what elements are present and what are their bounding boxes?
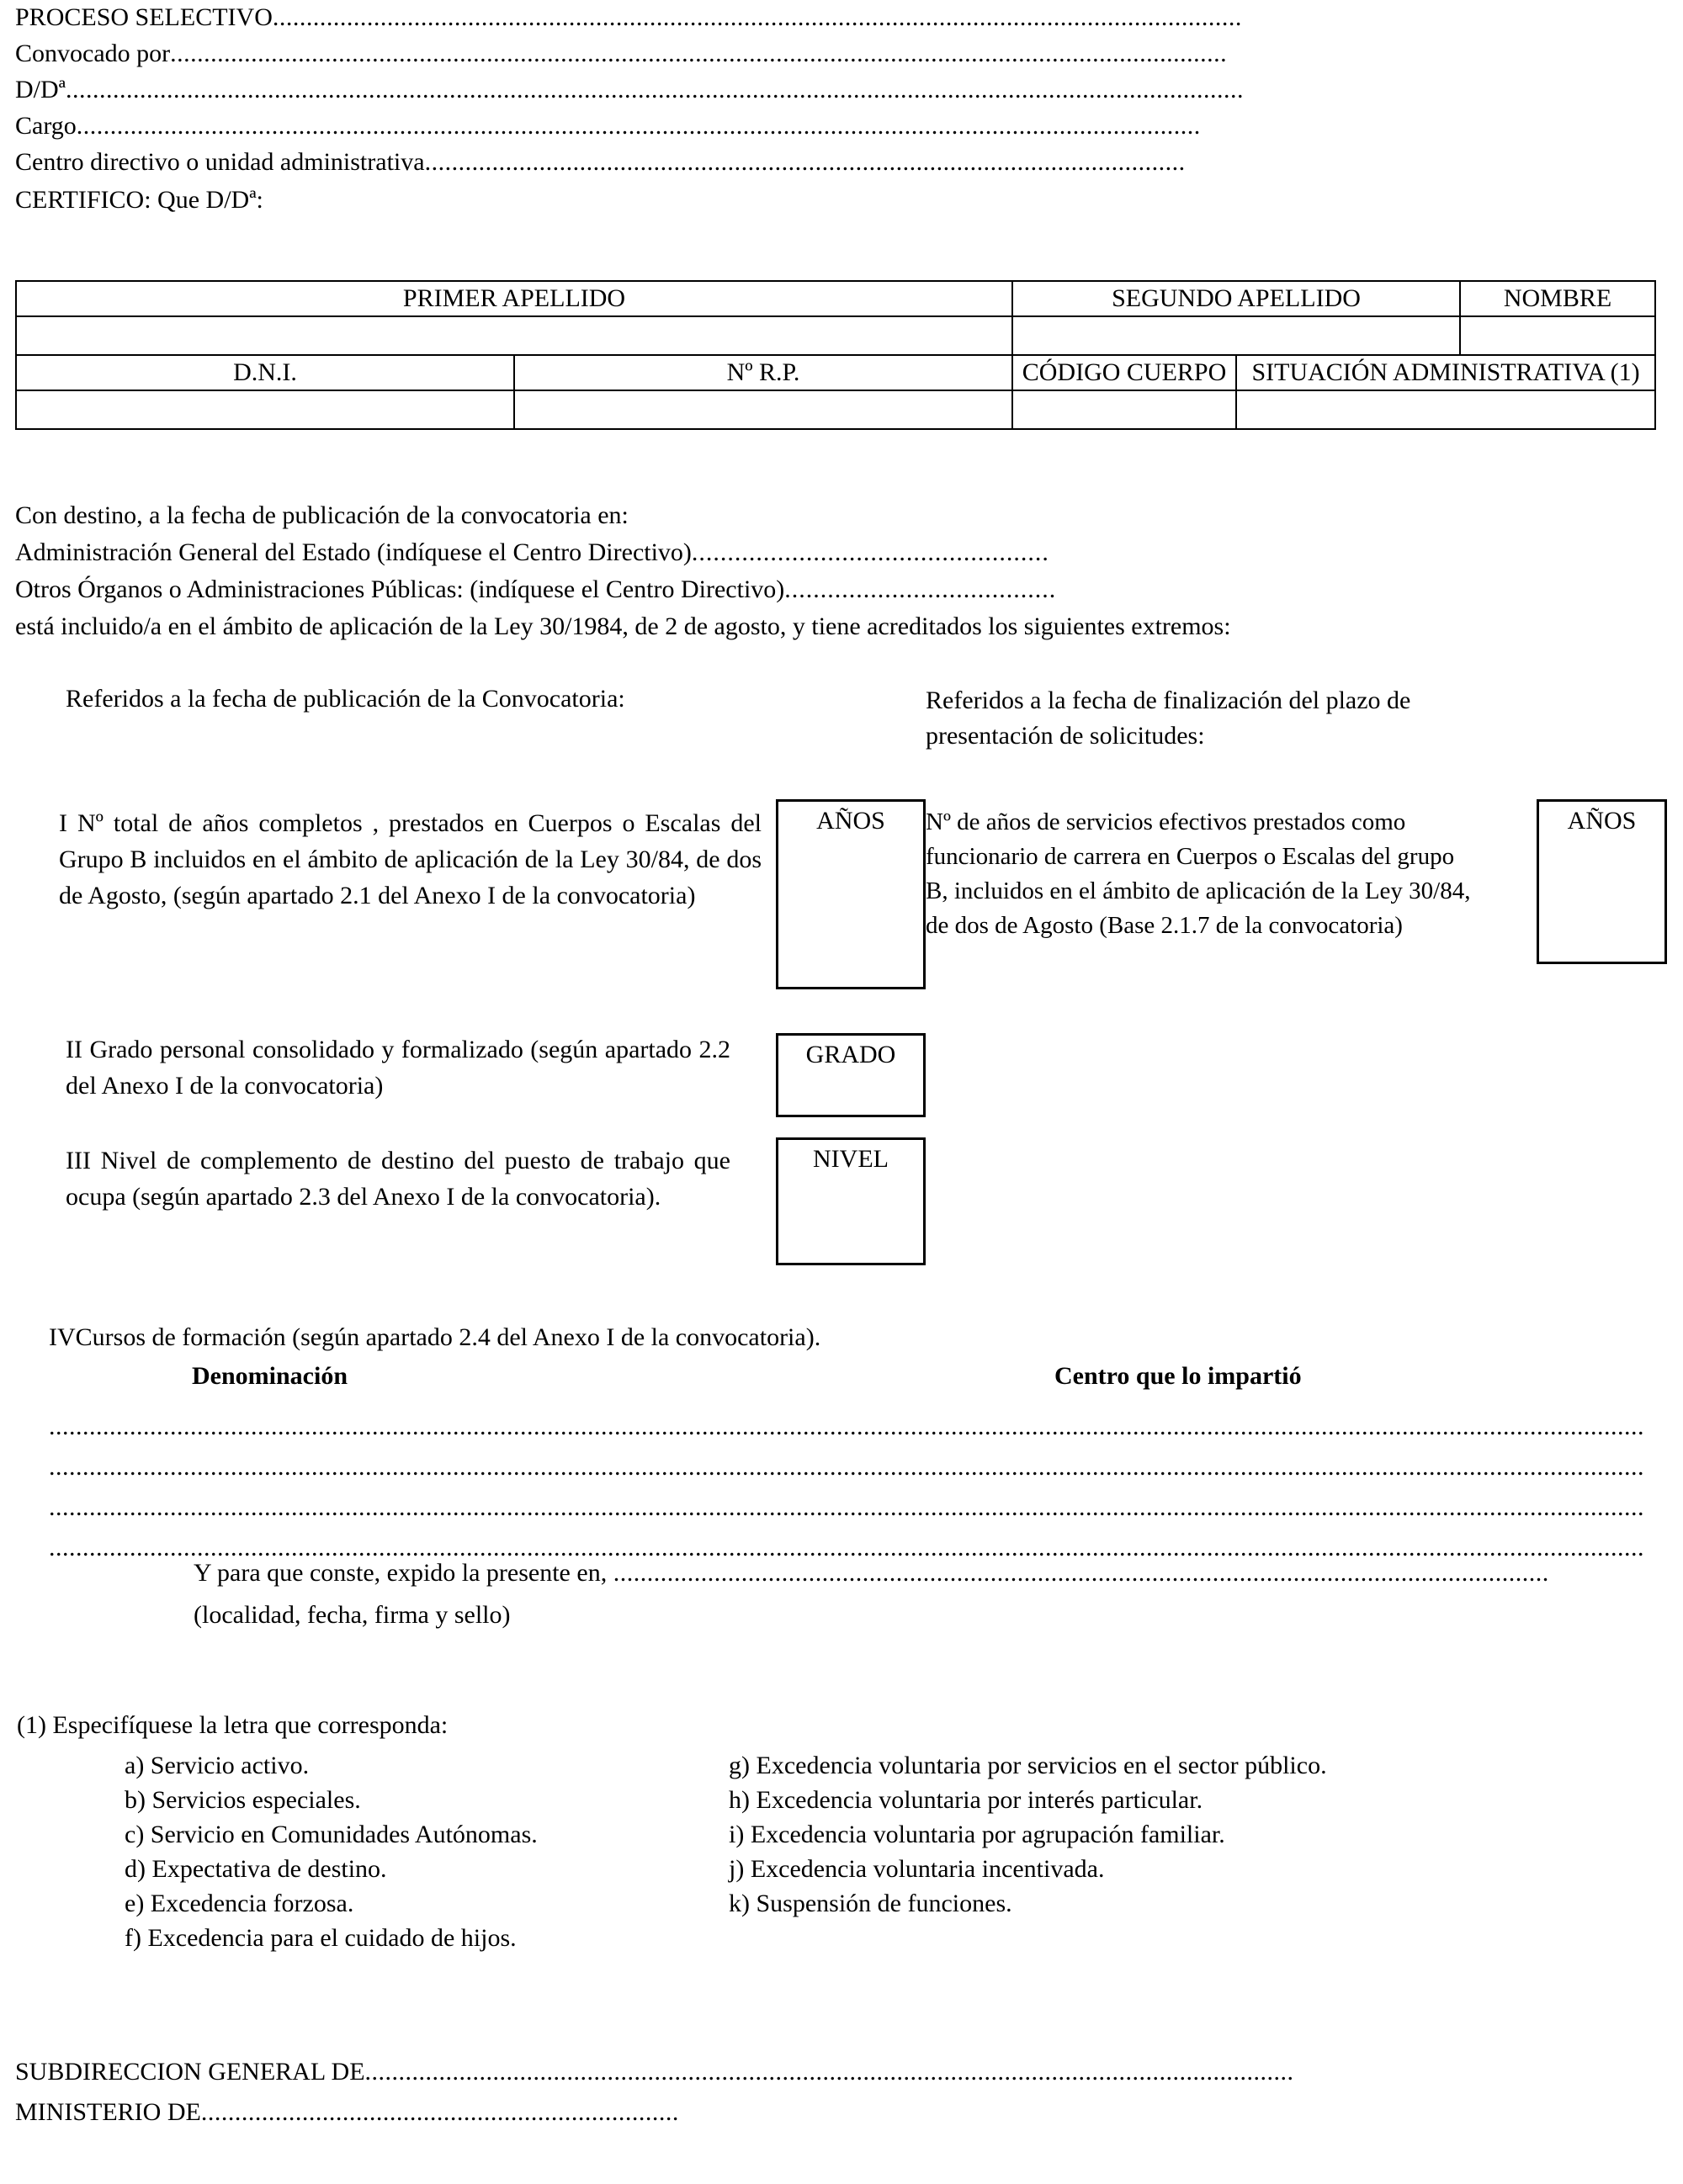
identity-table: [15, 280, 1656, 430]
cell-codigo-cuerpo-header: CÓDIGO CUERPO: [1012, 355, 1236, 390]
field-label: PROCESO SELECTIVO: [15, 3, 273, 31]
destino-incluido-text: está incluido/a en el ámbito de aplicación de la Ley 30/1984, de 2 de agosto, y tiene acreditados los siguientes extremos:: [15, 612, 1231, 640]
field-label: Centro directivo o unidad administrativa: [15, 148, 425, 176]
dotted-fill[interactable]: .......................................................................: [200, 2100, 679, 2125]
closing-label: Y para que conste, expido la presente en,: [194, 1559, 608, 1587]
footer-label: MINISTERIO DE: [15, 2098, 201, 2126]
cell-situacion-administrativa-input[interactable]: [1236, 390, 1655, 429]
dotted-fill[interactable]: ......................................: [784, 575, 1057, 603]
field-centro-directivo: [15, 150, 1668, 175]
cell-situacion-administrativa-header: SITUACIÓN ADMINISTRATIVA (1): [1236, 355, 1655, 390]
field-label: D/Dª: [15, 76, 66, 103]
list-item: g) Excedencia voluntaria por servicios en el sector público.: [729, 1752, 1327, 1779]
course-blank-line[interactable]: .............................................................................................................................................................................................................................................: [49, 1535, 1644, 1561]
list-item: f) Excedencia para el cuidado de hijos.: [125, 1924, 517, 1952]
dotted-fill[interactable]: ...........................................................................................................................................: [613, 1561, 1549, 1586]
course-blank-line[interactable]: .............................................................................................................................................................................................................................................: [49, 1414, 1644, 1439]
box-grado[interactable]: GRADO: [776, 1033, 926, 1117]
destino-age-line: [15, 538, 1049, 567]
item-iii-text: [66, 1142, 730, 1215]
cell-nombre-header: NOMBRE: [1460, 281, 1655, 316]
item-i-text: I Nº total de años completos , prestados en Cuerpos o Escalas del Grupo B incluidos en el ámbito de aplicación de la Ley 30/84, de dos de Agosto, (según apartado 2.1 del Anexo I de la convocatoria): [59, 809, 762, 909]
dotted-fill[interactable]: ...............................................................................................................................................................................: [65, 77, 1244, 103]
destino-intro: Con destino, a la fecha de publicación de la convocatoria en:: [15, 501, 629, 529]
dotted-fill[interactable]: .............................................................................................................................................................: [170, 41, 1228, 66]
section-iv-title: IVCursos de formación (según apartado 2.4 del Anexo I de la convocatoria).: [49, 1323, 821, 1351]
field-label: Cargo: [15, 112, 77, 140]
item-iii-last: convocatoria).: [515, 1183, 661, 1211]
dotted-fill[interactable]: ..................................................: [691, 538, 1049, 566]
cell-nrp-input[interactable]: [514, 390, 1012, 429]
list-item: c) Servicio en Comunidades Autónomas.: [125, 1821, 538, 1848]
dotted-fill[interactable]: .......................................................................................................................................................................: [76, 114, 1201, 139]
footer-subdireccion: [15, 2059, 1614, 2085]
list-item: d) Expectativa de destino.: [125, 1855, 387, 1883]
list-item: b) Servicios especiales.: [125, 1786, 361, 1814]
cell-nombre-input[interactable]: [1460, 316, 1655, 355]
list-item: a) Servicio activo.: [125, 1752, 310, 1779]
cell-segundo-apellido-input[interactable]: [1012, 316, 1460, 355]
cell-segundo-apellido-header: SEGUNDO APELLIDO: [1012, 281, 1460, 316]
field-label: Convocado por: [15, 40, 171, 67]
field-nombre-titular: [15, 77, 1668, 103]
list-item: i) Excedencia voluntaria por agrupación familiar.: [729, 1821, 1225, 1848]
box-anos-solicitudes[interactable]: AÑOS: [1537, 799, 1667, 964]
cell-dni-input[interactable]: [16, 390, 514, 429]
closing-subtext: (localidad, fecha, firma y sello): [194, 1601, 511, 1629]
course-blank-line[interactable]: .............................................................................................................................................................................................................................................: [49, 1495, 1644, 1520]
cell-dni-header: D.N.I.: [16, 355, 514, 390]
item-right-text: Nº de años de servicios efectivos prestados como funcionario de carrera en Cuerpos o Escalas del grupo B, incluidos en el ámbito de aplicación de la Ley 30/84, de dos de Agosto (Base 2.1.7 de la convocatoria): [926, 808, 1471, 939]
footnote-list-left: [125, 1748, 538, 1955]
footnote-list-right: [729, 1748, 1327, 1921]
box-anos-convocatoria[interactable]: AÑOS: [776, 799, 926, 989]
column-header-centro: Centro que lo impartió: [1054, 1362, 1302, 1390]
cell-codigo-cuerpo-input[interactable]: [1012, 390, 1236, 429]
list-item: e) Excedencia forzosa.: [125, 1890, 354, 1917]
footer-ministerio: [15, 2100, 841, 2125]
cell-primer-apellido-input[interactable]: [16, 316, 1012, 355]
course-blank-line[interactable]: .............................................................................................................................................................................................................................................: [49, 1455, 1644, 1480]
cell-nrp-header: Nº R.P.: [514, 355, 1012, 390]
item-ii-text: II Grado personal consolidado y formalizado (según apartado 2.2 del Anexo I de la convocatoria): [66, 1036, 730, 1100]
footer-label: SUBDIRECCION GENERAL DE: [15, 2058, 365, 2086]
destino-otros-line: [15, 575, 1056, 604]
dotted-fill[interactable]: ..........................................................................................................................................: [364, 2059, 1294, 2085]
destino-age-label: Administración General del Estado (indíquese el Centro Directivo): [15, 538, 692, 566]
list-item: j) Excedencia voluntaria incentivada.: [729, 1855, 1105, 1883]
item-iii-main: III Nivel de complemento de destino del puesto de trabajo que ocupa (según apartado 2.3 del Anexo I de la: [66, 1147, 730, 1211]
list-item: h) Excedencia voluntaria por interés particular.: [729, 1786, 1203, 1814]
column-header-denominacion: Denominación: [192, 1362, 348, 1390]
closing-statement: [194, 1561, 1668, 1586]
column-heading-right: Referidos a la fecha de finalización del plazo de presentación de solicitudes:: [926, 686, 1411, 750]
dotted-fill[interactable]: .................................................................................................................: [424, 150, 1186, 175]
field-cargo: [15, 114, 1668, 139]
field-proceso-selectivo: [15, 5, 1668, 30]
box-nivel[interactable]: NIVEL: [776, 1137, 926, 1265]
cell-primer-apellido-header: PRIMER APELLIDO: [16, 281, 1012, 316]
destino-otros-label: Otros Órganos o Administraciones Públicas: (indíquese el Centro Directivo): [15, 575, 785, 603]
column-heading-left: Referidos a la fecha de publicación de la Convocatoria:: [66, 685, 625, 713]
table-row-apellidos-input: [16, 316, 1655, 355]
table-row-datos-header: [16, 355, 1655, 390]
certifico-heading: CERTIFICO: Que D/Dª:: [15, 186, 263, 214]
footnote-title: (1) Especifíquese la letra que corresponda:: [17, 1711, 449, 1739]
dotted-fill[interactable]: ................................................................................................................................................: [272, 5, 1242, 30]
table-row-apellidos-header: [16, 281, 1655, 316]
list-item: k) Suspensión de funciones.: [729, 1890, 1012, 1917]
field-convocado-por: [15, 41, 1668, 66]
table-row-datos-input: [16, 390, 1655, 429]
